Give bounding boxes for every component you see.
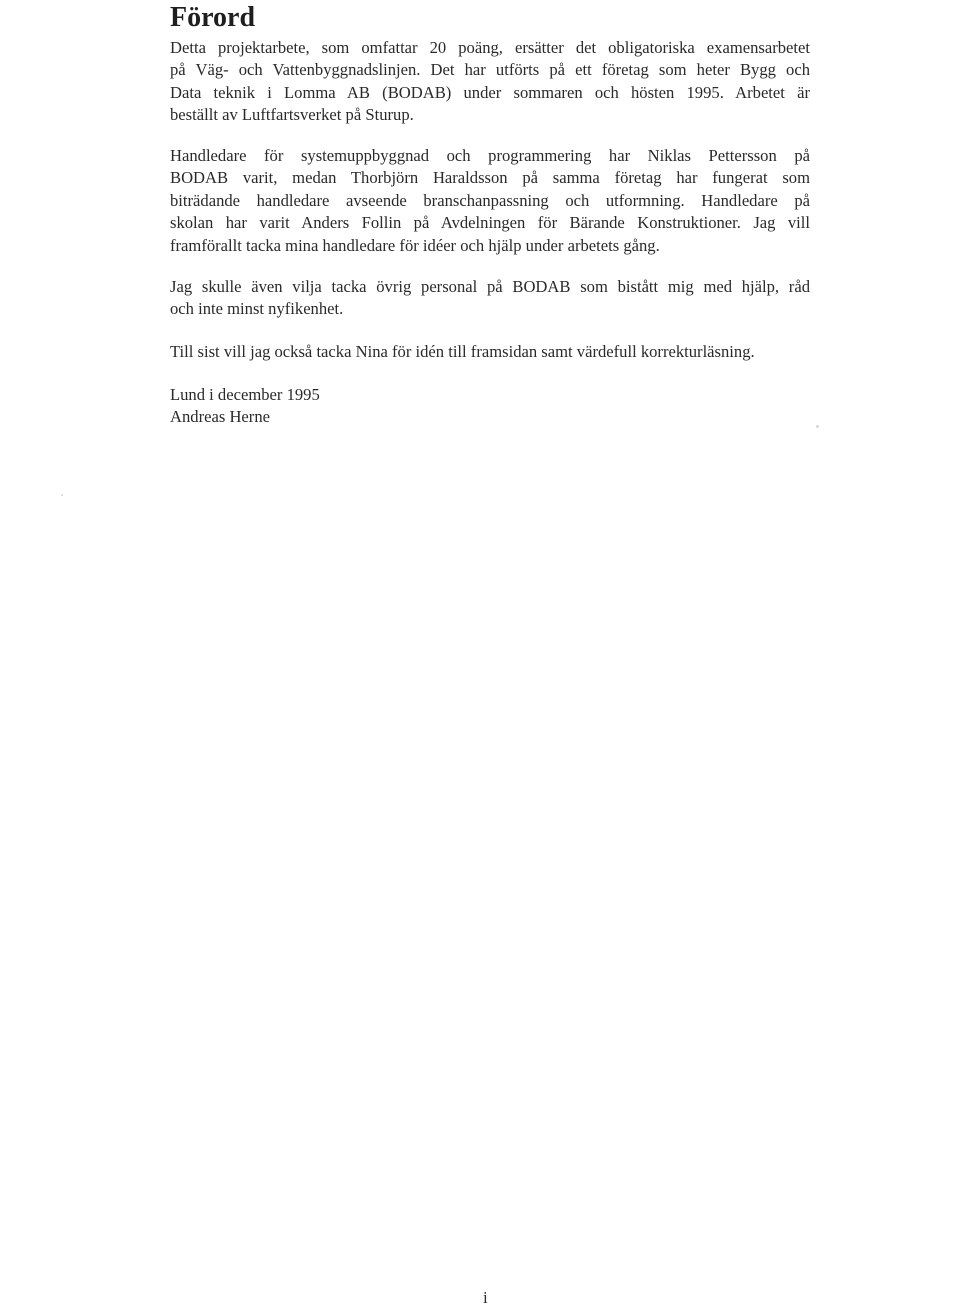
- signature-author: Andreas Herne: [170, 407, 270, 427]
- paragraph-line: Handledare för systemuppbyggnad och programmering har Niklas Pettersson på: [170, 146, 810, 165]
- paragraph-line: och inte minst nyfikenhet.: [170, 299, 344, 319]
- signature-block: [170, 384, 320, 429]
- scan-speck: [61, 494, 63, 496]
- page-title: Förord: [170, 2, 256, 33]
- paragraph-project-description: [170, 37, 810, 127]
- paragraph-line: framförallt tacka mina handledare för idéer och hjälp under arbetets gång.: [170, 235, 660, 255]
- paragraph-final-thanks: [170, 341, 810, 363]
- paragraph-supervisors: [170, 145, 810, 257]
- paragraph-line: beställt av Luftfartsverket på Sturup.: [170, 105, 414, 125]
- paragraph-line: Data teknik i Lomma AB (BODAB) under sommaren och hösten 1995. Arbetet är: [170, 82, 810, 102]
- paragraph-line: Till sist vill jag också tacka Nina för idén till framsidan samt värdefull korrekturläsning.: [170, 342, 755, 361]
- paragraph-line: skolan har varit Anders Follin på Avdelningen för Bärande Konstruktioner. Jag vill: [170, 213, 810, 233]
- scan-speck: [816, 425, 819, 428]
- page-number: i: [483, 1288, 488, 1307]
- signature-place-date: Lund i december 1995: [170, 385, 320, 404]
- paragraph-line: BODAB varit, medan Thorbjörn Haraldsson på samma företag har fungerat som: [170, 168, 810, 188]
- paragraph-line: på Väg- och Vattenbyggnadslinjen. Det har utförts på ett företag som heter Bygg och: [170, 60, 810, 80]
- paragraph-line: biträdande handledare avseende branschanpassning och utformning. Handledare på: [170, 190, 810, 210]
- paragraph-line: Jag skulle även vilja tacka övrig personal på BODAB som bistått mig med hjälp, råd: [170, 277, 810, 296]
- paragraph-staff-thanks: [170, 276, 810, 321]
- paragraph-line: Detta projektarbete, som omfattar 20 poäng, ersätter det obligatoriska examensarbetet: [170, 38, 810, 57]
